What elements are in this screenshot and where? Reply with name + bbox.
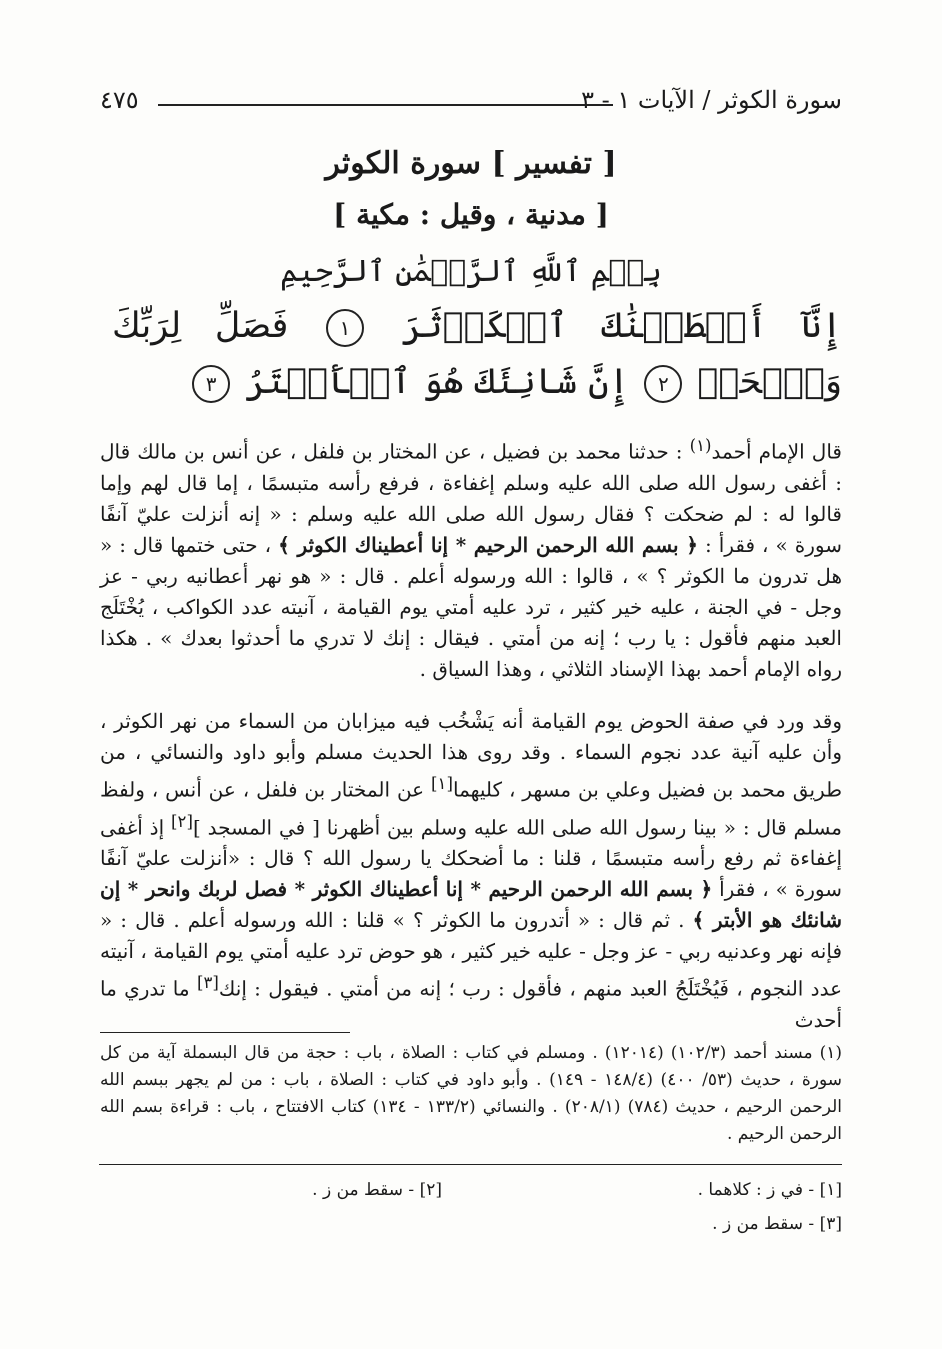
page-header [100,84,842,124]
ayah-number-marker: ١ [326,309,364,347]
paragraph-text: . ثم قال : « أتدرون ما الكوثر ؟ » قلنا : الله ورسوله أعلم . قال : « فإنه نهر وعدنيه ربي - عز وجل - عليه خير كثير ، هو حوض ترد عليه أمتي يوم القيامة ، آنيته عدد النجوم ، فَيُخْتَلَجُ العبد منهم ، فأقول : رب ؛ إنه من أمتي . فيقول : إنك [100,908,843,1001]
quran-quote: ﴿ بسم الله الرحمن الرحيم * إنا أعطيناك الكوثر * فصل لربك وانحر * إن شانئك هو الأبتر ﴾ [100,877,842,933]
revelation-note: [ مدنية ، وقيل : مكية ] [333,198,609,231]
paragraph-text: وقد ورد في صفة الحوض يوم القيامة أنه يَشْخُب فيه ميزابان من السماء من نهر الكوثر ، وأن عليه آنية عدد نجوم السماء . وقد روى هذا الحديث مسلم وأبو داود والنسائي ، من طريق محمد بن فضيل وعلي بن مسهر ، كليهما [100,709,842,802]
footnote-rule [100,1032,350,1033]
verse-text: فَصَلِّ لِرَبِّكَ وَٱنۡحَرۡ [112,306,842,402]
verse-text: إِنَّ شَانِئَكَ هُوَ ٱلۡأَبۡتَرُ [245,362,630,402]
variant-ref: [٣] [196,973,219,993]
footnote-ref: (١) [689,436,712,455]
variant-ref: [١] [431,774,453,793]
header-rule [158,104,613,106]
page-number: ٤٧٥ [100,86,139,114]
running-title: سورة الكوثر / الآيات ١ - ٣ [581,86,842,114]
paragraph-text: ما تدري ما أحدث [100,976,842,1032]
basmala: بِسۡمِ ٱللَّهِ ٱلرَّحۡمَٰنِ ٱلرَّحِيمِ [280,254,662,289]
paragraph-text: عن المختار بن فلفل ، عن أنس ، ولفظ مسلم قال : « بينا رسول الله صلى الله عليه وسلم بين أظهرنا [ في المسجد ] [100,777,843,840]
paragraph-text: إذ أغفى إغفاءة ثم رفع رأسه متبسمًا ، قلنا : ما أضحكك يا رسول الله ؟ قال : «أنزلت عليّ آنفًا سورة » ، فقرأ [100,815,843,902]
surah-title: [ تفسير ] سورة الكوثر [325,146,617,181]
commentary-paragraph-1 [100,430,842,685]
paragraph-text: ، حتى ختمها قال : « هل تدرون ما الكوثر ؟ » ، قالوا : الله ورسوله أعلم . قال : « هو نهر أعطانيه ربي - عز وجل - في الجنة ، عليه خير كثير ، ترد عليه أمتي يوم القيامة ، آنيته عدد الكواكب ، يُخْتَلَج العبد منهم فأقول : يا رب ؛ إنه من أمتي . فيقال : إنك لا تدري ما أحدثوا بعدك » . هكذا رواه الإمام أحمد بهذا الإسناد الثلاثي ، وهذا السياق . [100,532,842,681]
footnote: (١) مسند أحمد (١٠٢/٣) (١٢٠١٤) . ومسلم في كتاب : الصلاة ، باب : حجة من قال البسملة آية من كل سورة ، حديث (٥٣/ ٤٠٠) (١٤٨/٤ - ١٤٩) . وأبو داود في كتاب : الصلاة ، باب : من لم يجهر ببسم الله الرحمن الرحيم ، حديث (٧٨٤) (٢٠٨/١) . والنسائي (١٣٣/٢ - ١٣٤) كتاب الافتتاح ، باب : قراءة بسم الله الرحمن الرحيم . [100,1043,843,1144]
ayah-number-marker: ٣ [192,365,230,403]
ayah-number-marker: ٢ [644,365,682,403]
quran-quote: ﴿ بسم الله الرحمن الرحيم * إنا أعطيناك الكوثر ﴾ [278,532,698,557]
commentary-paragraph-2 [100,706,842,1036]
paragraph-text: قال الإمام أحمد [711,439,842,464]
variant-ref: [٢] [171,811,193,831]
variant-note: [٢] - سقط من ز . [312,1180,442,1200]
variant-note: [١] - في ز : كلاهما . [697,1180,842,1200]
verse-text: إِنَّآ أَعۡطَيۡنَٰكَ ٱلۡكَوۡثَرَ [401,306,842,346]
variant-notes-rule [99,1164,842,1165]
quran-verses [112,298,842,410]
paragraph-text: : حدثنا محمد بن فضيل ، عن المختار بن فلفل ، عن أنس بن مالك قال : أغفى رسول الله صلى الله عليه وسلم إغفاءة ، فرفع رأسه متبسمًا ، إما قال لهم وإما قالوا له : لم ضحكت ؟ فقال رسول الله صلى الله عليه وسلم : « إنه أنزلت عليّ آنفًا سورة » ، فقرأ : [100,439,842,557]
variant-note: [٣] - سقط من ز . [712,1214,842,1234]
